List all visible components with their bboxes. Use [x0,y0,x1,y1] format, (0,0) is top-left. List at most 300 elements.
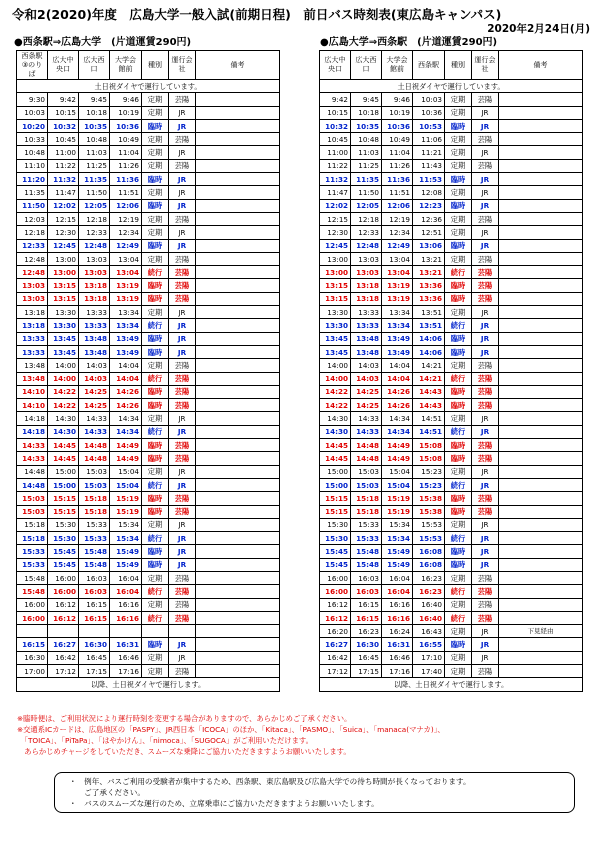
time-cell: 11:51 [382,186,413,199]
note-line: ※交通系ICカードは、広島地区の「PASPY」、JR西日本「ICOCA」のほか、「Kitaca」、「PASMO」、「Suica」、「manaca(マナカ)」、 [17,725,445,734]
time-cell [17,625,48,638]
table-row [320,345,583,358]
table-row [17,319,280,332]
time-cell: 11:36 [382,173,413,186]
time-cell: 16:03 [79,585,110,598]
time-cell: 14:49 [382,439,413,452]
time-cell: 12:18 [17,226,48,239]
time-cell: 13:33 [17,345,48,358]
operator-cell: JR [472,239,499,252]
service-type-cell: 続行 [142,425,169,438]
time-cell: 15:48 [79,558,110,571]
table-row [320,478,583,491]
table-row [17,106,280,119]
time-cell: 11:25 [351,159,382,172]
time-cell: 10:45 [48,133,79,146]
table-row [320,372,583,385]
service-type-cell: 臨時 [445,332,472,345]
time-cell: 16:12 [320,598,351,611]
service-type-cell: 定期 [445,571,472,584]
time-cell: 13:33 [79,319,110,332]
time-cell: 14:03 [351,359,382,372]
time-cell: 16:46 [110,651,142,664]
table-row [17,611,280,624]
time-cell: 13:49 [110,345,142,358]
time-cell: 16:24 [382,625,413,638]
time-cell: 14:00 [320,359,351,372]
service-type-cell: 続行 [445,532,472,545]
table-row [320,159,583,172]
table-row [17,478,280,491]
time-cell: 9:46 [382,93,413,106]
time-cell: 15:34 [110,532,142,545]
table-row [17,465,280,478]
service-type-cell: 臨時 [142,292,169,305]
service-type-cell: 臨時 [142,239,169,252]
time-cell: 13:15 [320,292,351,305]
time-cell: 15:15 [48,492,79,505]
service-type-cell: 臨時 [445,239,472,252]
service-type-cell: 臨時 [142,119,169,132]
table-row [320,279,583,292]
service-type-cell: 臨時 [445,439,472,452]
time-cell: 10:15 [320,106,351,119]
operator-cell: 芸陽 [169,385,196,398]
remarks-cell [499,93,583,106]
time-cell: 15:48 [79,545,110,558]
time-cell: 14:33 [17,439,48,452]
time-cell: 11:32 [48,173,79,186]
remarks-cell [499,212,583,225]
time-cell: 13:49 [110,332,142,345]
table-row [320,492,583,505]
remarks-cell [196,545,280,558]
time-cell: 17:12 [48,665,79,678]
time-cell: 15:48 [351,558,382,571]
time-cell: 10:35 [351,119,382,132]
remarks-cell [196,252,280,265]
schedule-banner-text: 土日祝ダイヤで運行しています。 [17,80,280,93]
service-type-cell: 臨時 [445,279,472,292]
remarks-cell [499,292,583,305]
time-cell: 12:49 [110,239,142,252]
table-row [320,106,583,119]
time-cell: 16:04 [382,585,413,598]
time-cell: 14:33 [351,412,382,425]
time-cell: 15:53 [413,532,445,545]
operator-cell: 芸陽 [169,439,196,452]
service-type-cell: 臨時 [445,292,472,305]
time-cell: 15:48 [351,545,382,558]
time-cell: 15:18 [17,532,48,545]
time-cell: 13:30 [48,306,79,319]
table-row [320,571,583,584]
operator-cell: JR [169,518,196,531]
time-cell: 10:53 [413,119,445,132]
table-row [320,532,583,545]
time-cell: 16:00 [48,571,79,584]
operator-cell [169,625,196,638]
time-cell: 10:32 [320,119,351,132]
operator-cell: 芸陽 [472,93,499,106]
time-cell: 14:25 [79,385,110,398]
table-row [320,199,583,212]
service-type-cell: 定期 [142,665,169,678]
table-row [17,412,280,425]
time-cell: 15:19 [382,492,413,505]
service-type-cell: 定期 [445,212,472,225]
time-cell: 12:33 [79,226,110,239]
table-row [320,93,583,106]
service-type-cell: 臨時 [142,399,169,412]
time-cell: 16:27 [48,638,79,651]
time-cell: 12:30 [320,226,351,239]
time-cell: 13:04 [382,266,413,279]
time-cell: 14:18 [17,425,48,438]
remarks-cell [196,306,280,319]
operator-cell: JR [169,345,196,358]
time-cell: 15:30 [320,518,351,531]
time-cell: 12:19 [382,212,413,225]
remarks-cell [499,345,583,358]
time-cell: 15:48 [17,585,48,598]
time-cell: 16:00 [17,611,48,624]
time-cell: 16:04 [110,585,142,598]
service-type-cell: 定期 [142,93,169,106]
time-cell: 14:03 [351,372,382,385]
service-type-cell: 臨時 [142,279,169,292]
time-cell: 15:00 [48,465,79,478]
operator-cell: 芸陽 [472,212,499,225]
operator-cell: JR [169,146,196,159]
time-cell: 16:04 [382,571,413,584]
remarks-cell [196,638,280,651]
time-cell: 16:08 [413,558,445,571]
operator-cell: JR [472,345,499,358]
route-title-to-station: ●広島大学⇒西条駅 (片道運賃290円) [320,37,498,48]
time-cell: 12:05 [351,199,382,212]
table-row [17,545,280,558]
table-row [320,146,583,159]
remarks-cell [499,372,583,385]
table-row [17,345,280,358]
operator-cell: 芸陽 [169,292,196,305]
time-cell: 16:03 [79,571,110,584]
time-cell: 14:34 [382,425,413,438]
time-cell: 15:38 [413,492,445,505]
service-type-cell: 臨時 [445,385,472,398]
time-cell: 11:50 [79,186,110,199]
remarks-cell [499,439,583,452]
time-cell: 15:15 [320,492,351,505]
operator-cell: 芸陽 [169,611,196,624]
time-cell: 15:49 [382,558,413,571]
time-cell: 13:03 [351,252,382,265]
operator-cell: JR [169,186,196,199]
remarks-cell [499,319,583,332]
col-header: 西条駅③のりば [17,51,48,80]
operator-cell: 芸陽 [472,159,499,172]
operator-cell: 芸陽 [169,665,196,678]
operator-cell: 芸陽 [472,492,499,505]
time-cell: 11:00 [320,146,351,159]
table-row [320,505,583,518]
operator-cell: JR [472,146,499,159]
col-header: 種別 [445,51,472,80]
service-type-cell: 続行 [142,478,169,491]
table-row [17,292,280,305]
operator-cell: JR [472,319,499,332]
operator-cell: 芸陽 [169,359,196,372]
operator-cell: 芸陽 [472,399,499,412]
table-row [17,665,280,678]
remarks-cell [196,239,280,252]
time-cell: 16:00 [17,598,48,611]
service-type-cell: 臨時 [445,638,472,651]
remarks-cell [196,146,280,159]
table-row [320,545,583,558]
remarks-cell [196,292,280,305]
time-cell: 10:36 [110,119,142,132]
time-cell: 10:36 [413,106,445,119]
time-cell: 13:15 [48,292,79,305]
time-cell: 14:49 [110,439,142,452]
time-cell: 14:30 [48,425,79,438]
remarks-cell [196,492,280,505]
remarks-cell [196,439,280,452]
remarks-cell [196,611,280,624]
time-cell: 13:33 [79,306,110,319]
time-cell: 16:15 [79,598,110,611]
time-cell [48,625,79,638]
remarks-cell [499,306,583,319]
schedule-footer-banner [320,678,583,691]
timetable-to-university [16,50,280,692]
time-cell: 16:00 [320,585,351,598]
time-cell: 11:03 [351,146,382,159]
table-row [320,638,583,651]
table-row [17,505,280,518]
time-cell: 11:22 [48,159,79,172]
table-row [17,439,280,452]
remarks-cell [499,412,583,425]
remarks-cell [499,266,583,279]
operator-cell: JR [169,239,196,252]
time-cell: 12:02 [320,199,351,212]
operator-cell: 芸陽 [169,252,196,265]
service-type-cell: 臨時 [142,199,169,212]
time-cell: 13:36 [413,292,445,305]
time-cell: 15:00 [320,478,351,491]
table-row [17,252,280,265]
time-cell: 10:19 [382,106,413,119]
time-cell: 15:18 [351,492,382,505]
time-cell: 14:45 [48,452,79,465]
service-type-cell: 臨時 [142,638,169,651]
time-cell: 15:53 [413,518,445,531]
time-cell: 15:49 [382,545,413,558]
table-row [320,292,583,305]
time-cell: 14:22 [48,385,79,398]
time-cell: 13:34 [382,306,413,319]
time-cell: 11:35 [79,173,110,186]
service-type-cell: 定期 [445,146,472,159]
remarks-cell [499,106,583,119]
service-type-cell: 定期 [445,159,472,172]
time-cell: 15:03 [17,492,48,505]
table-row [17,306,280,319]
service-type-cell: 続行 [445,319,472,332]
table-row [320,465,583,478]
time-cell: 13:04 [110,266,142,279]
time-cell: 13:49 [382,332,413,345]
remarks-cell [499,133,583,146]
table-row [17,585,280,598]
remarks-cell [499,505,583,518]
remarks-cell [196,505,280,518]
time-cell: 14:30 [320,412,351,425]
table-row [17,385,280,398]
time-cell: 12:05 [79,199,110,212]
time-cell [110,625,142,638]
table-row [320,359,583,372]
service-type-cell: 定期 [445,186,472,199]
note-line: 「TOICA」、「PiTaPa」、「はやかけん」、「nimoca」、「SUGOCA」がご利用いただけます。 [17,736,313,745]
time-cell: 14:26 [110,385,142,398]
time-cell: 10:20 [17,119,48,132]
remarks-cell [196,212,280,225]
time-cell: 10:48 [17,146,48,159]
time-cell: 13:45 [48,345,79,358]
time-cell: 15:03 [351,465,382,478]
time-cell: 13:18 [351,292,382,305]
remarks-cell [196,173,280,186]
time-cell: 14:43 [413,399,445,412]
note-line: ※臨時便は、ご利用状況により運行時刻を変更する場合がありますので、あらかじめご了承ください。 [17,714,352,723]
time-cell: 12:08 [413,186,445,199]
service-type-cell: 臨時 [445,399,472,412]
time-cell: 15:00 [320,465,351,478]
remarks-cell [499,651,583,664]
service-type-cell: 定期 [445,359,472,372]
time-cell: 13:33 [351,306,382,319]
operator-cell: 芸陽 [472,505,499,518]
time-cell: 15:45 [320,545,351,558]
remarks-cell [196,119,280,132]
time-cell: 13:51 [413,319,445,332]
service-type-cell: 臨時 [445,452,472,465]
remarks-cell [499,159,583,172]
service-type-cell: 続行 [445,611,472,624]
remarks-cell [196,665,280,678]
operator-cell: JR [472,186,499,199]
time-cell: 10:18 [79,106,110,119]
table-row [17,119,280,132]
time-cell: 10:48 [79,133,110,146]
service-type-cell: 定期 [445,93,472,106]
time-cell: 13:33 [17,332,48,345]
time-cell: 9:42 [48,93,79,106]
time-cell: 14:04 [382,359,413,372]
service-type-cell: 定期 [142,359,169,372]
time-cell: 14:26 [110,399,142,412]
time-cell: 15:45 [48,558,79,571]
time-cell: 10:03 [17,106,48,119]
time-cell: 15:18 [79,492,110,505]
table-row [320,625,583,638]
table-row [17,651,280,664]
operator-cell: 芸陽 [169,212,196,225]
service-type-cell: 臨時 [142,345,169,358]
time-cell: 16:03 [351,571,382,584]
remarks-cell [196,532,280,545]
time-cell: 13:15 [48,279,79,292]
service-type-cell: 定期 [142,465,169,478]
time-cell: 13:34 [110,319,142,332]
service-type-cell: 定期 [445,665,472,678]
service-type-cell: 続行 [445,266,472,279]
time-cell: 13:18 [17,319,48,332]
operator-cell: JR [169,119,196,132]
time-cell: 15:03 [17,505,48,518]
table-row [320,212,583,225]
service-type-cell: 定期 [445,306,472,319]
operator-cell: JR [169,532,196,545]
time-cell: 14:03 [79,372,110,385]
time-cell: 16:15 [17,638,48,651]
remarks-cell [196,585,280,598]
operator-cell: 芸陽 [169,159,196,172]
time-cell: 15:18 [79,505,110,518]
operator-cell: 芸陽 [472,372,499,385]
time-cell: 15:48 [17,571,48,584]
time-cell: 15:49 [110,558,142,571]
notice-line: ご了承ください。 [69,788,145,797]
time-cell: 13:34 [110,306,142,319]
time-cell: 15:30 [320,532,351,545]
time-cell: 16:15 [351,611,382,624]
remarks-cell [499,332,583,345]
remarks-cell [499,425,583,438]
col-header: 大学会館前 [110,51,142,80]
operator-cell: JR [472,518,499,531]
table-row [320,598,583,611]
service-type-cell: 臨時 [142,385,169,398]
remarks-cell [196,478,280,491]
schedule-footer-banner-text: 以降、土日祝ダイヤで運行します。 [320,678,583,691]
time-cell: 15:34 [110,518,142,531]
service-type-cell: 臨時 [142,558,169,571]
remarks-cell [196,199,280,212]
time-cell: 11:22 [320,159,351,172]
table-row [17,452,280,465]
remarks-cell [499,585,583,598]
time-cell: 11:35 [351,173,382,186]
time-cell: 11:21 [413,146,445,159]
time-cell: 14:48 [351,452,382,465]
service-type-cell: 定期 [142,226,169,239]
service-type-cell: 続行 [445,478,472,491]
time-cell: 15:04 [382,465,413,478]
time-cell: 12:03 [17,212,48,225]
table-row [17,279,280,292]
table-row [320,385,583,398]
service-type-cell: 定期 [445,106,472,119]
operator-cell: 芸陽 [169,598,196,611]
remarks-cell [196,385,280,398]
time-cell: 10:45 [320,133,351,146]
remarks-cell [499,452,583,465]
